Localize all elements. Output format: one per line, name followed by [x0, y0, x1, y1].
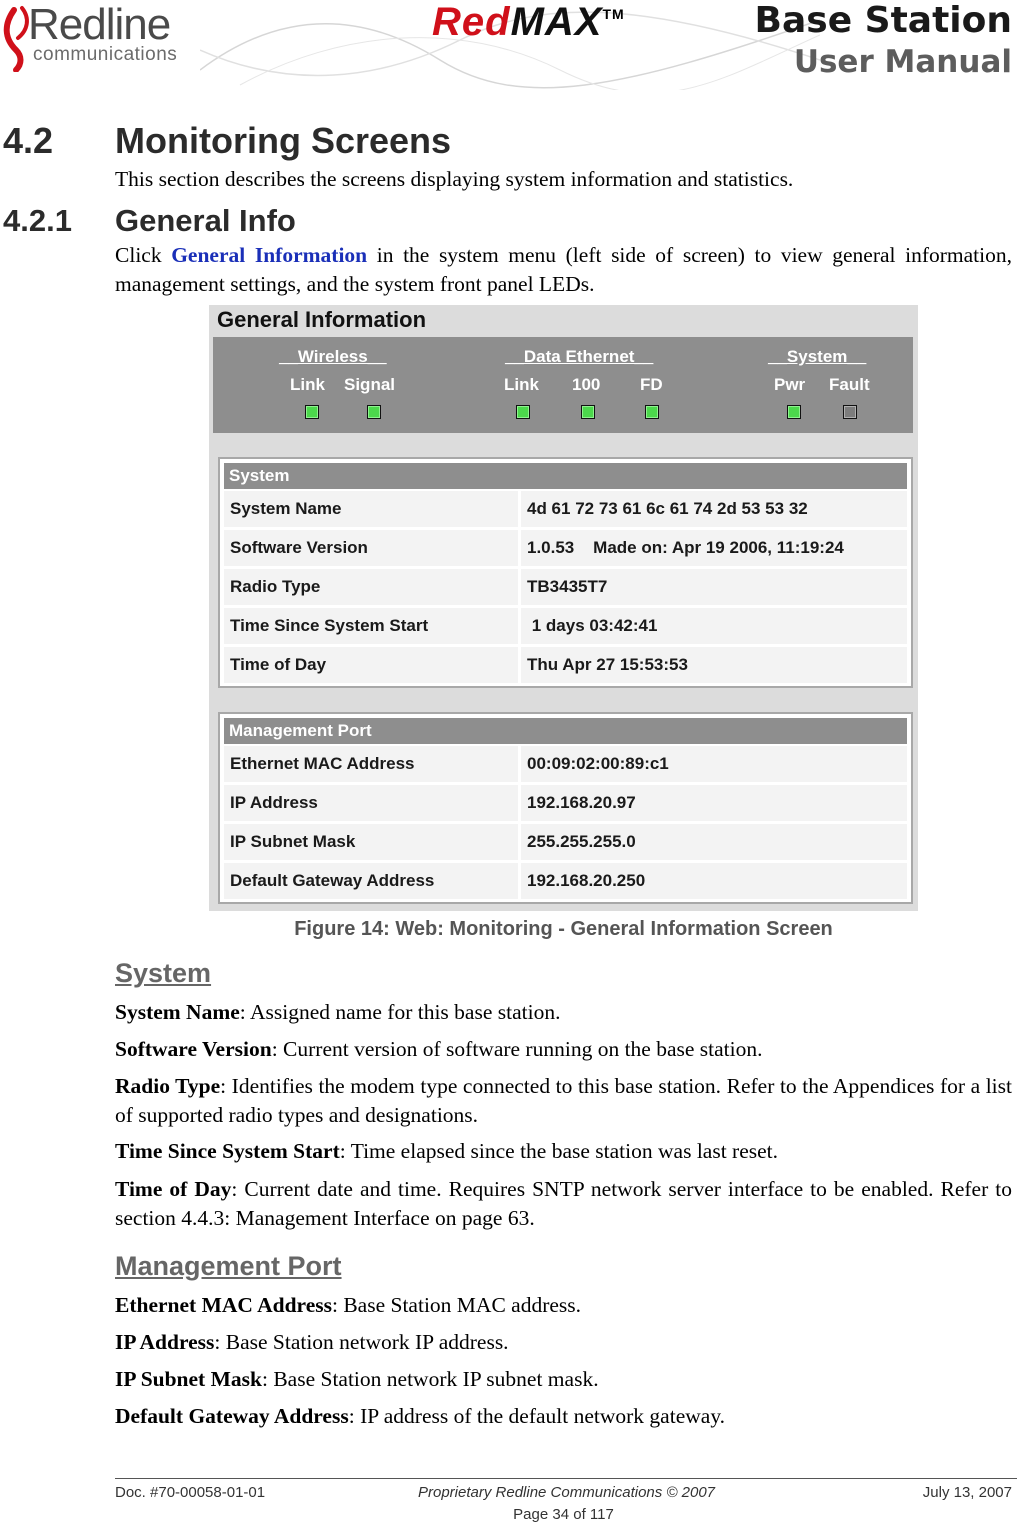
logo-wordmark: Redline	[28, 0, 171, 49]
table-row: Default Gateway Address 192.168.20.250	[224, 863, 907, 899]
ethernet-link-led-icon	[516, 405, 530, 419]
general-information-screenshot	[209, 305, 918, 911]
definition-item: Radio Type: Identifies the modem type connected to this base station. Refer to the Appendices for a list of supported radio types and designations.	[115, 1074, 1012, 1127]
system-heading: System	[115, 958, 212, 988]
led-group-system: __System__	[768, 347, 867, 366]
table-row: Ethernet MAC Address 00:09:02:00:89:c1	[224, 746, 907, 782]
definition-item: IP Subnet Mask: Base Station network IP subnet mask.	[115, 1367, 599, 1391]
definition-item: Time Since System Start: Time elapsed since the base station was last reset.	[115, 1139, 779, 1163]
management-port-heading: Management Port	[115, 1251, 342, 1281]
logo-subtitle: communications	[33, 44, 178, 65]
footer-page-number: Page 34 of 117	[513, 1506, 614, 1523]
management-box-title: Management Port	[224, 718, 907, 744]
system-info-box	[218, 457, 913, 688]
led-label: Pwr	[774, 375, 806, 394]
general-information-keyword: General Information	[171, 243, 368, 267]
wireless-link-led-icon	[305, 405, 319, 419]
table-row: Radio Type TB3435T7	[224, 569, 907, 605]
system-pwr-led-icon	[787, 405, 801, 419]
manual-subtitle: User Manual	[793, 44, 1012, 80]
led-group-data-ethernet: __Data Ethernet__	[505, 347, 654, 366]
definition-item: Default Gateway Address: IP address of the default network gateway.	[115, 1404, 726, 1428]
led-status-panel	[213, 337, 913, 433]
table-row: System Name 4d 61 72 73 61 6c 61 74 2d 53 53 32	[224, 491, 907, 527]
table-row: IP Subnet Mask 255.255.255.0	[224, 824, 907, 860]
led-label: 100	[572, 375, 601, 394]
table-row: Time of Day Thu Apr 27 15:53:53	[224, 647, 907, 683]
led-group-wireless: __Wireless__	[279, 347, 387, 366]
page-header	[0, 0, 1017, 90]
redmax-product-logo: RedMAX™	[432, 0, 625, 44]
subsection-heading: 4.2.1 General Info	[3, 203, 296, 238]
footer-doc-number: Doc. #70-00058-01-01	[115, 1484, 266, 1501]
system-fault-led-icon	[843, 405, 857, 419]
definition-item: Software Version: Current version of software running on the base station.	[115, 1037, 763, 1061]
definition-item: Time of Day: Current date and time. Requires SNTP network server interface to be enabled. Refer to section 4.4.3: Management Interface on page 63.	[115, 1177, 1012, 1230]
section-heading: 4.2 Monitoring Screens	[3, 120, 452, 161]
footer-divider	[115, 1478, 1017, 1479]
definition-item: System Name: Assigned name for this base station.	[115, 1000, 561, 1024]
led-label: Fault	[829, 375, 870, 394]
manual-title: Base Station	[754, 0, 1012, 41]
management-port-box	[218, 712, 913, 904]
section-intro: This section describes the screens displaying system information and statistics.	[115, 167, 794, 191]
footer-date: July 13, 2007	[922, 1484, 1012, 1501]
subsection-paragraph: Click General Information in the system menu (left side of screen) to view general information, management settings, and the system front panel LEDs.	[115, 243, 1012, 296]
ethernet-fd-led-icon	[645, 405, 659, 419]
table-row: IP Address 192.168.20.97	[224, 785, 907, 821]
table-row: Software Version 1.0.53 Made on: Apr 19 2006, 11:19:24	[224, 530, 907, 566]
system-box-title: System	[224, 463, 907, 489]
figure-screen-title: General Information	[217, 307, 427, 332]
table-row: Time Since System Start 1 days 03:42:41	[224, 608, 907, 644]
led-label: Signal	[344, 375, 396, 394]
led-label: FD	[640, 375, 663, 394]
definition-item: Ethernet MAC Address: Base Station MAC address.	[115, 1293, 582, 1317]
wireless-signal-led-icon	[367, 405, 381, 419]
footer-proprietary: Proprietary Redline Communications © 2007	[418, 1484, 716, 1501]
led-label: Link	[504, 375, 539, 394]
figure-caption: Figure 14: Web: Monitoring - General Information Screen	[294, 918, 833, 940]
ethernet-100-led-icon	[581, 405, 595, 419]
led-label: Link	[290, 375, 325, 394]
definition-item: IP Address: Base Station network IP address.	[115, 1330, 509, 1354]
